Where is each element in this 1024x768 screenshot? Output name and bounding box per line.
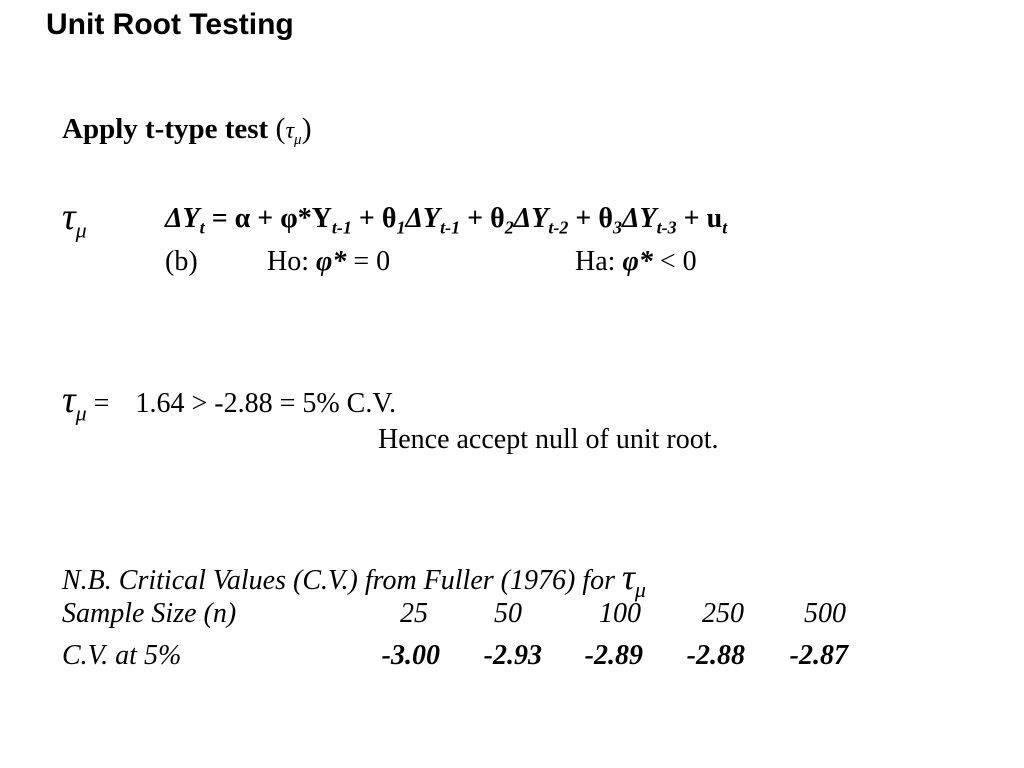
tau-mu-symbol <box>285 118 302 148</box>
eq-subscript: t <box>722 217 728 238</box>
critical-value-cell: -2.89 <box>584 640 643 671</box>
eq-subscript: t-1 <box>331 217 352 238</box>
sample-size-cell: 50 <box>494 598 522 629</box>
eq-subscript: 2 <box>504 217 514 238</box>
eq-subscript: 3 <box>613 217 622 238</box>
sample-size-cell: 250 <box>702 598 744 629</box>
critical-value-cell: -2.87 <box>789 640 848 671</box>
eq-term: = α + φ*Y <box>204 203 332 234</box>
ha-rest: < 0 <box>652 246 697 277</box>
mu-subscript: μ <box>75 217 87 243</box>
tau-mu-label <box>62 195 87 244</box>
close-paren: ) <box>301 112 312 145</box>
eq-term: ΔY <box>405 203 441 234</box>
critical-value-cell: -3.00 <box>381 640 440 671</box>
tau-glyph: τ <box>285 118 295 144</box>
ho-rest: = 0 <box>346 246 391 277</box>
mu-subscript: μ <box>634 577 646 603</box>
sample-size-cell: 100 <box>599 598 641 629</box>
eq-subscript: t-1 <box>440 217 461 238</box>
tau-mu-symbol <box>622 557 646 603</box>
cv-label: C.V. at 5% <box>62 640 182 671</box>
ha-variable: φ* <box>622 246 653 277</box>
critical-value-cell: -2.93 <box>483 640 542 671</box>
regression-equation <box>165 203 727 239</box>
eq-term: ΔY <box>165 203 200 234</box>
alternative-hypothesis <box>575 246 697 278</box>
eq-term: + θ <box>351 203 397 234</box>
mu-subscript: μ <box>294 131 302 148</box>
sample-size-cell: 25 <box>400 598 428 629</box>
eq-subscript: 1 <box>396 217 406 238</box>
ho-variable: φ* <box>316 246 347 277</box>
critical-value-cell: -2.88 <box>686 640 745 671</box>
tau-glyph: τ <box>62 379 76 421</box>
eq-subscript: t-3 <box>656 217 677 238</box>
tau-mu-symbol <box>62 379 87 426</box>
tau-glyph: τ <box>62 196 76 238</box>
ha-prefix: Ha: <box>575 246 623 277</box>
conclusion-text: Hence accept null of unit root. <box>378 424 719 455</box>
eq-subscript: t-2 <box>548 217 569 238</box>
test-statistic-comparison: 1.64 > -2.88 = 5% C.V. <box>135 388 396 419</box>
eq-term: ΔY <box>513 203 549 234</box>
ho-prefix: Ho: <box>267 246 316 277</box>
case-label: (b) <box>165 246 198 277</box>
tau-glyph: τ <box>622 557 635 597</box>
eq-subscript: t <box>199 217 205 238</box>
apply-test-label: Apply t-type test <box>62 113 269 145</box>
eq-term: ΔY <box>622 203 657 234</box>
mu-subscript: μ <box>75 400 87 426</box>
eq-term: + θ <box>568 203 613 234</box>
apply-test-heading <box>62 112 312 149</box>
eq-term: + u <box>676 203 723 234</box>
sample-size-cell: 500 <box>804 598 846 629</box>
sample-size-label: Sample Size (n) <box>62 598 237 629</box>
open-paren: ( <box>275 112 286 145</box>
note-text: N.B. Critical Values (C.V.) from Fuller (1976) for <box>62 565 622 596</box>
test-result <box>62 378 396 427</box>
critical-values-note <box>62 556 646 603</box>
eq-term: + θ <box>460 203 505 234</box>
slide-title: Unit Root Testing <box>46 8 294 41</box>
equals-sign: = <box>86 388 110 419</box>
null-hypothesis <box>267 246 390 278</box>
